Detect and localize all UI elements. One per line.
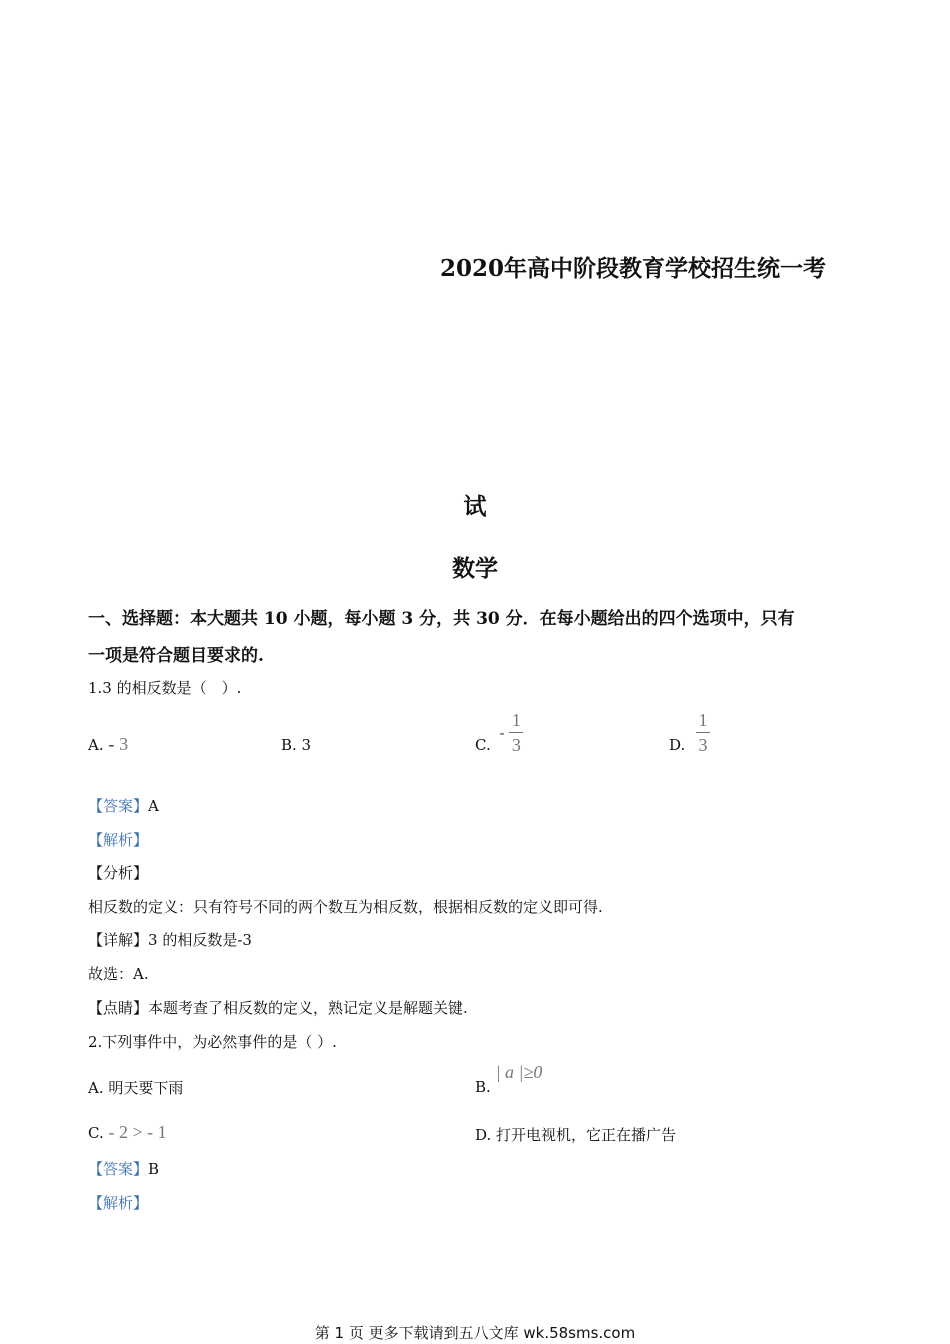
q1-option-a-value: 3 [119, 734, 129, 754]
q1-definition: 相反数的定义：只有符号不同的两个数互为相反数，根据相反数的定义即可得. [88, 898, 603, 916]
q2-option-c-label: C. [88, 1124, 104, 1142]
fraction-bar [696, 732, 710, 733]
q1-option-d-denominator: 3 [698, 735, 708, 755]
q1-option-d [669, 710, 710, 755]
answer-tag: 【答案】 [88, 1160, 149, 1178]
answer-value: B [148, 1160, 160, 1178]
section-heading-line2: 一项是符合题目要求的. [88, 646, 264, 666]
section-heading-line1: 一、选择题：本大题共 10 小题，每小题 3 分，共 30 分．在每小题给出的四个选项中，只有 [88, 609, 795, 629]
fraction-bar [509, 732, 523, 733]
exam-title: 2020年高中阶段教育学校招生统一考 [440, 255, 827, 282]
q2-analysis-tag: 【解析】 [88, 1194, 149, 1212]
q1-option-d-fraction [696, 710, 710, 755]
page-footer: 第 1 页 更多下载请到五八文库 wk.58sms.com [314, 1324, 636, 1342]
q1-comment [88, 997, 468, 1018]
answer-value: A [148, 797, 159, 815]
q1-option-a [88, 734, 128, 755]
q2-stem: 2.下列事件中，为必然事件的是（ ）. [88, 1033, 337, 1051]
exam-title-continued: 试 [463, 493, 487, 520]
q2-option-d: D. 打开电视机，它正在播广告 [475, 1126, 677, 1144]
q1-answer [88, 795, 159, 816]
q2-option-b [475, 1062, 542, 1096]
q1-detail [88, 929, 252, 950]
q2-answer [88, 1158, 159, 1179]
q1-fenxi-tag: 【分析】 [88, 864, 149, 882]
q1-option-d-label: D. [669, 735, 686, 754]
q2-option-b-label: B. [475, 1078, 491, 1096]
answer-tag: 【答案】 [88, 797, 149, 815]
q1-option-d-numerator: 1 [698, 710, 708, 730]
q2-option-a: A. 明天要下雨 [88, 1079, 184, 1097]
q1-option-c-fraction [509, 710, 523, 755]
q1-analysis-tag: 【解析】 [88, 831, 149, 849]
q1-option-a-label: A. [88, 736, 104, 754]
q1-stem: 1.3 的相反数是（ ）. [88, 679, 242, 697]
q1-option-b: B. 3 [281, 736, 312, 754]
q1-option-c-label: C. [475, 735, 491, 754]
q1-option-c [475, 710, 523, 755]
q1-option-a-sign: - [108, 734, 115, 754]
detail-tag: 【详解】 [88, 931, 149, 949]
q1-option-c-sign: - [499, 723, 505, 742]
q2-option-c [88, 1122, 167, 1143]
comment-text: 本题考查了相反数的定义，熟记定义是解题关键. [148, 999, 468, 1017]
q2-option-b-math: | a |≥0 [495, 1062, 543, 1082]
detail-text: 3 的相反数是-3 [148, 931, 252, 949]
q1-option-c-denominator: 3 [511, 735, 521, 755]
q2-option-c-math: - 2 > - 1 [108, 1122, 167, 1142]
subject-title: 数学 [452, 555, 498, 582]
q1-option-c-numerator: 1 [511, 710, 521, 730]
comment-tag: 【点睛】 [88, 999, 149, 1017]
q1-choose: 故选：A. [88, 965, 149, 983]
